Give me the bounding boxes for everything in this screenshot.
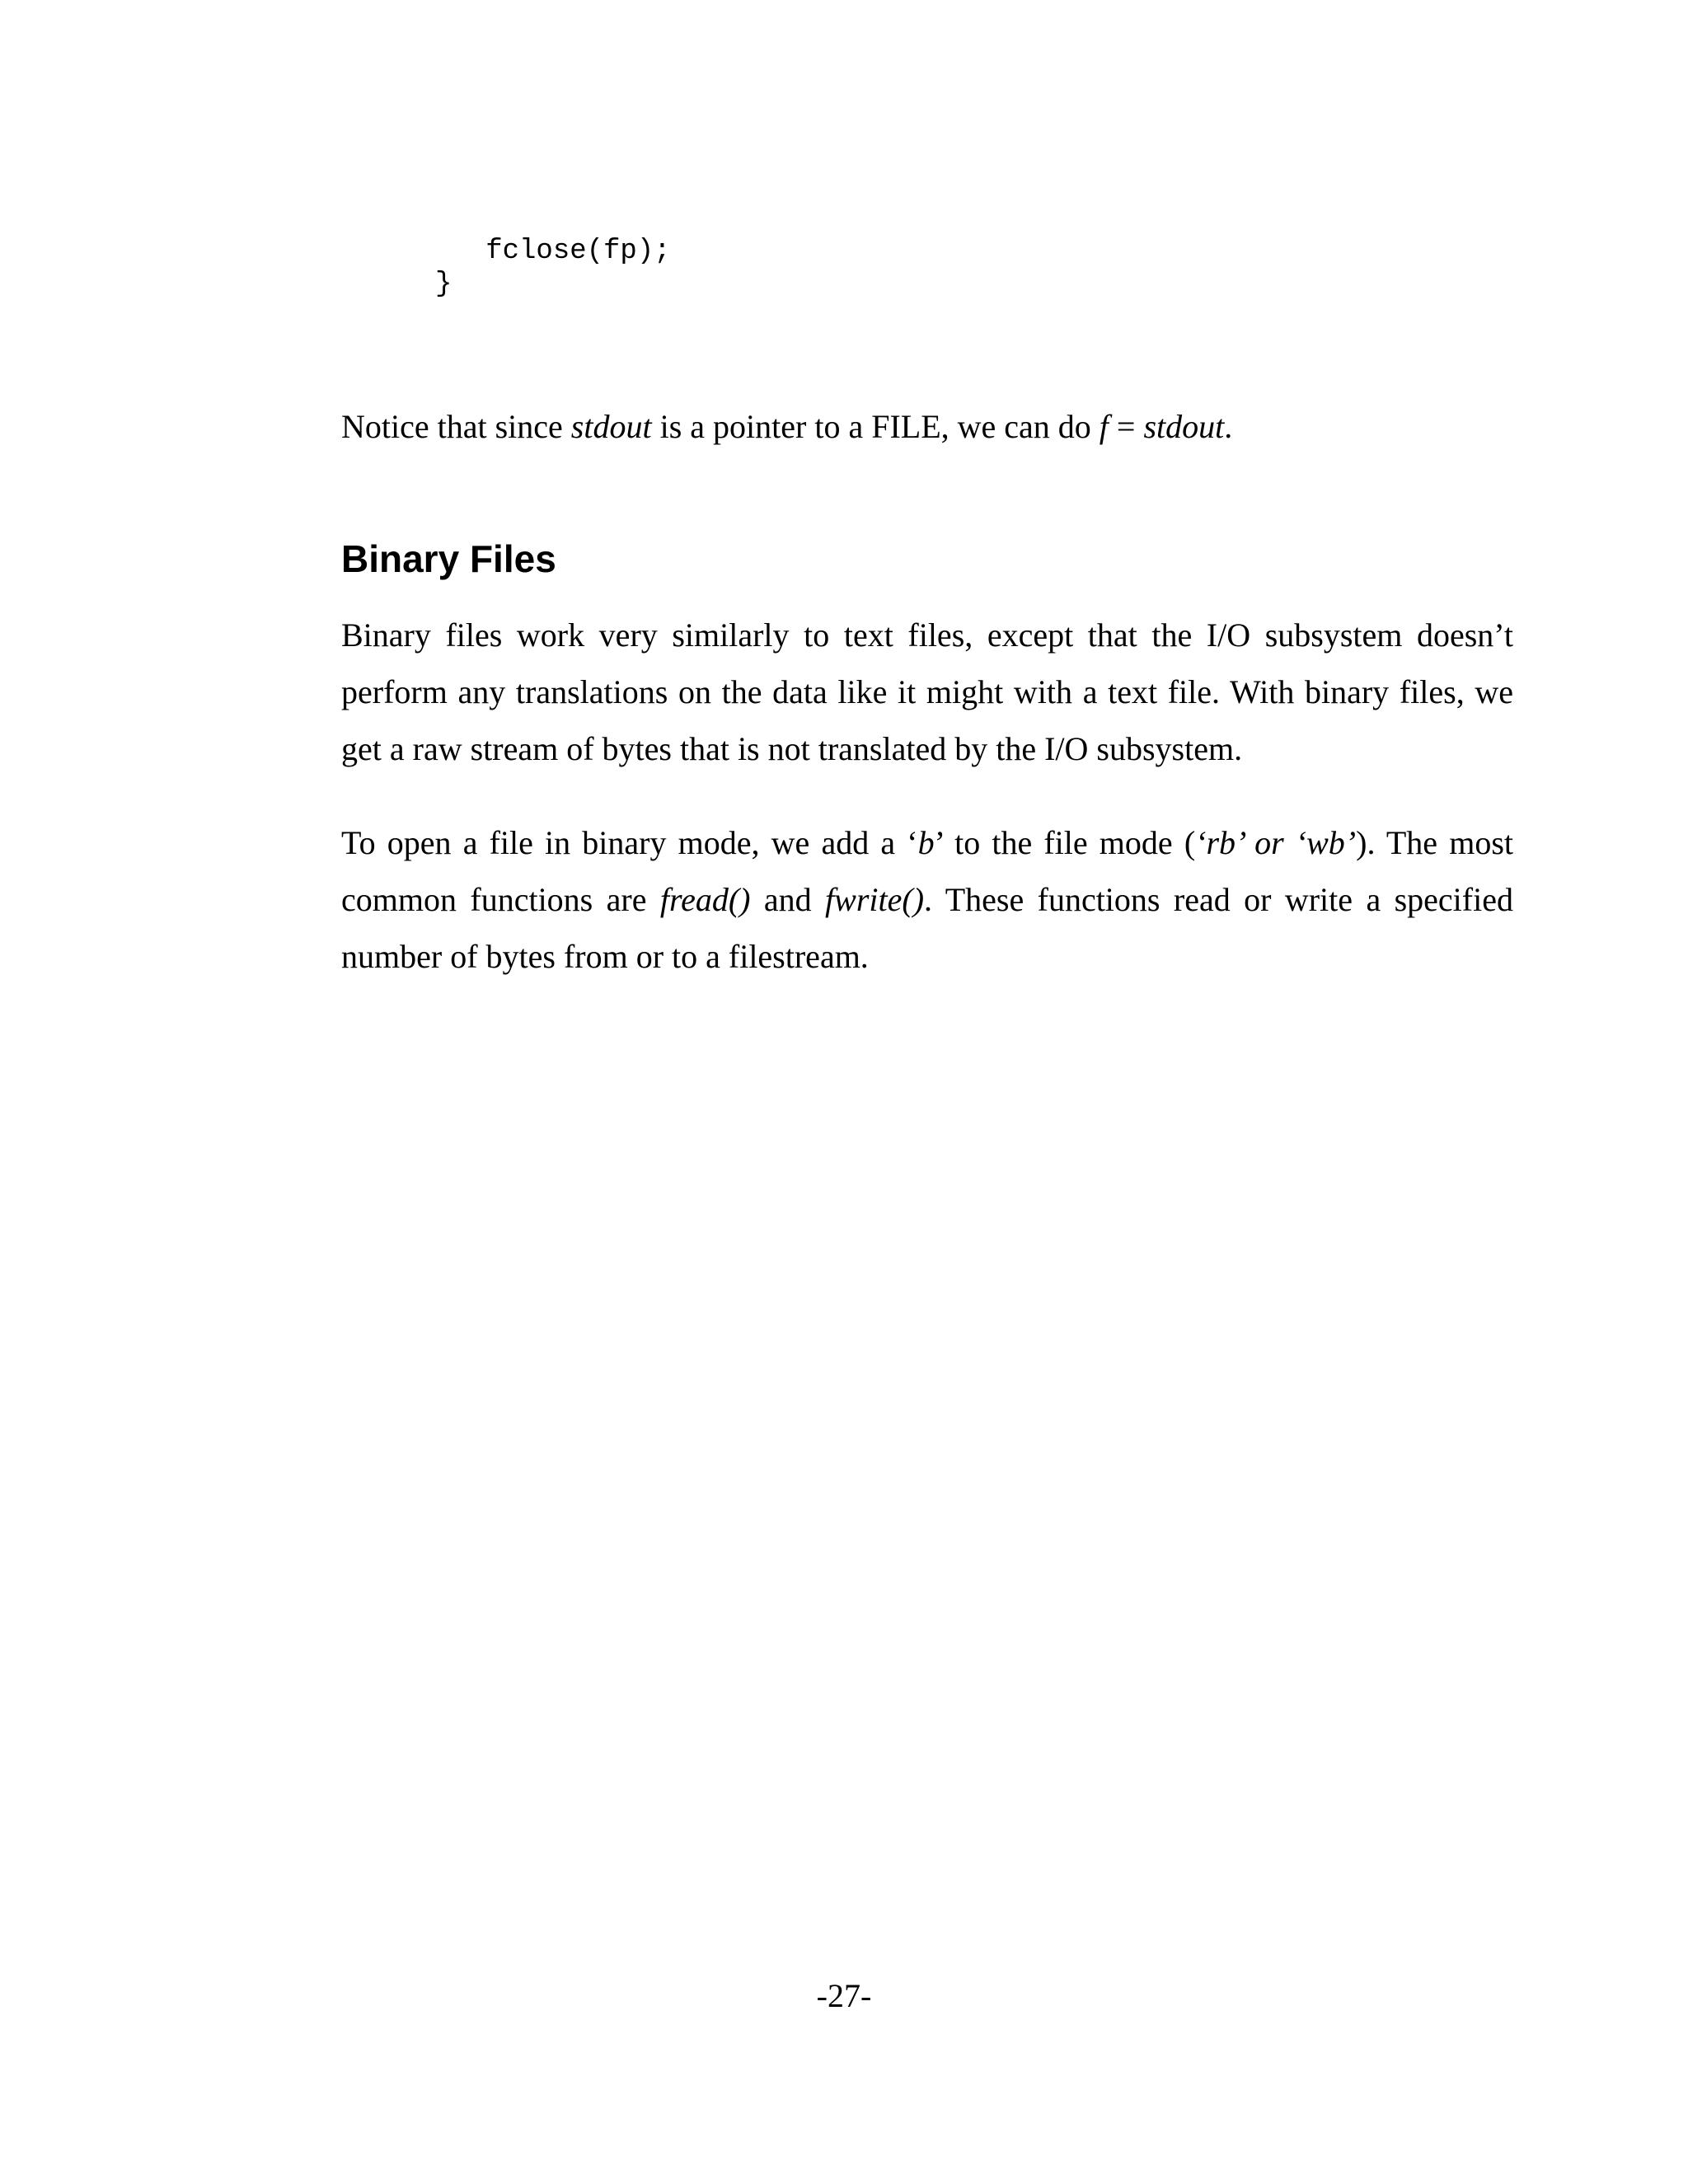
page-number: -27- [816,1977,872,2014]
text-run: ’ to the file mode ( [934,824,1196,861]
section-heading: Binary Files [341,537,556,580]
text-run: ). The most common functions are [341,824,1514,918]
binary-files-paragraph-2 [341,814,1513,985]
italic-term: fwrite() [825,881,925,918]
italic-term: stdout [1143,408,1225,445]
italic-term: stdout [570,408,652,445]
italic-term: b [917,824,935,861]
notice-paragraph [341,402,1513,452]
text-run: = [1108,408,1144,445]
code-snippet [435,235,671,301]
italic-term: f [1099,408,1109,445]
text-run: . [1224,408,1233,445]
binary-files-paragraph-1: Binary files work very similarly to text files, except that the I/O subsystem doesn’t perform any translations on the data like it might with a text file. With binary files, we get a raw stream of bytes that is not translated by the I/O subsystem. [341,616,1513,767]
italic-term: ‘rb’ or ‘wb’ [1195,824,1357,861]
text-run: . These functions read or write a specified number of bytes from or to a filestream. [341,881,1513,975]
text-run: Notice that since [341,408,571,445]
code-line: } [435,269,452,300]
text-run: and [750,881,826,918]
code-line: fclose(fp); [435,236,671,267]
text-run: is a pointer to a FILE, we can do [651,408,1100,445]
text-run: To open a file in binary mode, we add a ‘ [341,824,918,861]
italic-term: fread() [659,881,751,918]
